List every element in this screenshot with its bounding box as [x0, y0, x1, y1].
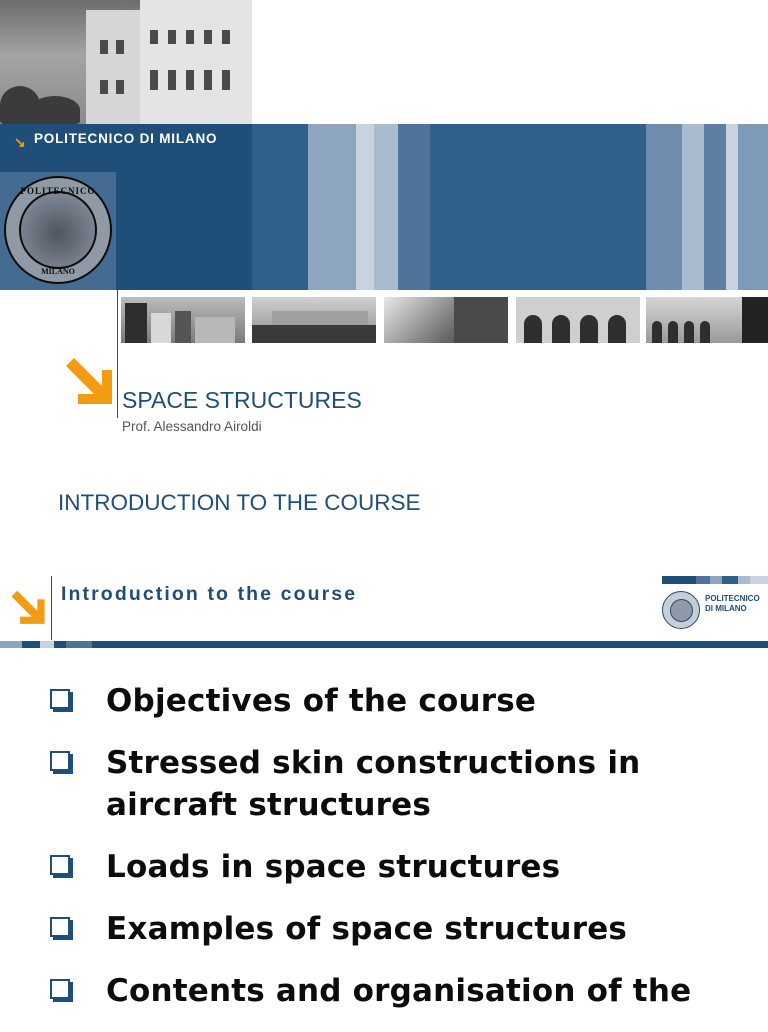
list-item [50, 908, 750, 950]
slide-title: Introduction to the course [61, 583, 358, 605]
decorative-stripes [252, 124, 768, 290]
seal-top-text: POLITECNICO [20, 186, 96, 196]
list-item [50, 742, 750, 826]
course-title: SPACE STRUCTURES [122, 387, 362, 413]
list-item [50, 846, 750, 888]
campus-thumbnail-1 [121, 297, 245, 343]
bullet-text: Objectives of the course [106, 683, 537, 719]
checkbox-bullet-icon [50, 751, 70, 771]
campus-thumbnail-4 [516, 297, 640, 343]
divider-line [117, 290, 118, 418]
checkbox-bullet-icon [50, 855, 70, 875]
campus-building-photo [0, 0, 252, 124]
rule-segment [0, 641, 22, 648]
campus-thumbnail-5 [646, 297, 768, 343]
brand-line-2: DI MILANO [705, 604, 747, 613]
orange-arrow-icon [10, 589, 46, 627]
brand-line-1: POLITECNICO [705, 594, 760, 603]
university-seal [662, 591, 700, 629]
checkbox-bullet-icon [50, 979, 70, 999]
brand-name [705, 594, 765, 614]
brand-name: POLITECNICO DI MILANO [34, 131, 218, 146]
seal-emblem [19, 191, 97, 269]
decorative-stripes [662, 576, 768, 584]
bullet-text: Loads in space structures [106, 849, 561, 885]
bullet-text: Stressed skin constructions in aircraft structures [106, 745, 641, 823]
rule-segment [40, 641, 54, 648]
campus-thumbnail-3 [384, 297, 508, 343]
bullet-list [50, 680, 750, 1032]
header-band [116, 172, 252, 290]
divider-line [51, 576, 52, 640]
list-item [50, 970, 750, 1012]
seal-bottom-text: MILANO [41, 267, 75, 276]
orange-arrow-icon [64, 356, 114, 408]
rule-segment [66, 641, 92, 648]
professor-name: Prof. Alessandro Airoldi [122, 419, 262, 434]
university-seal [4, 176, 112, 284]
list-item [50, 680, 750, 722]
bullet-text: Examples of space structures [106, 911, 628, 947]
checkbox-bullet-icon [50, 689, 70, 709]
slide-subtitle: INTRODUCTION TO THE COURSE [58, 490, 421, 515]
arrow-icon: ↘ [14, 134, 26, 150]
bullet-text: Contents and organisation of the [106, 973, 692, 1009]
checkbox-bullet-icon [50, 917, 70, 937]
header-rule [0, 641, 768, 648]
campus-thumbnail-2 [252, 297, 376, 343]
